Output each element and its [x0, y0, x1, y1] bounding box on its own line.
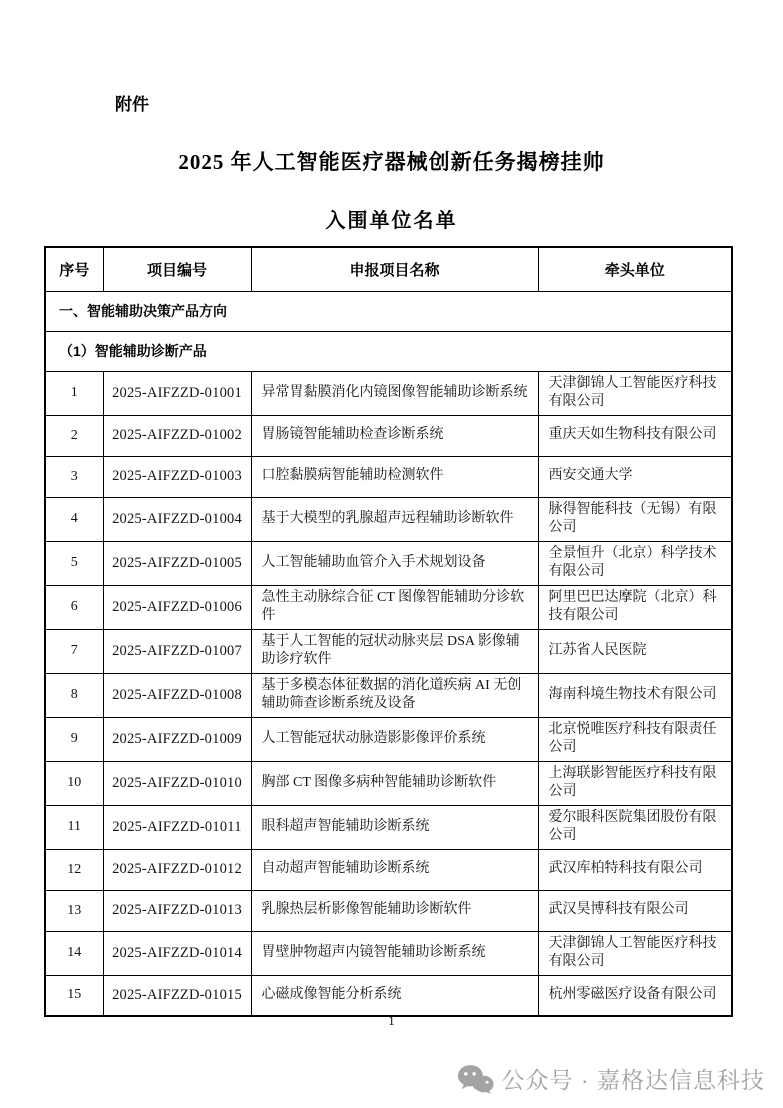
row-index-cell: 3 — [45, 456, 103, 497]
project-name-cell: 人工智能冠状动脉造影影像评价系统 — [251, 717, 538, 761]
row-index-cell: 1 — [45, 371, 103, 415]
project-name-cell: 乳腺热层析影像智能辅助诊断软件 — [251, 890, 538, 931]
project-name-cell: 胃壁肿物超声内镜智能辅助诊断系统 — [251, 931, 538, 975]
project-code-cell: 2025-AIFZZD-01007 — [103, 629, 251, 673]
lead-unit-cell: 海南科境生物技术有限公司 — [538, 673, 732, 717]
project-code-cell: 2025-AIFZZD-01001 — [103, 371, 251, 415]
column-header-lead-unit: 牵头单位 — [538, 247, 732, 291]
subsection-row — [45, 331, 732, 371]
lead-unit-cell: 爱尔眼科医院集团股份有限公司 — [538, 805, 732, 849]
project-code-cell: 2025-AIFZZD-01003 — [103, 456, 251, 497]
lead-unit-cell: 天津御锦人工智能医疗科技有限公司 — [538, 931, 732, 975]
row-index-cell: 14 — [45, 931, 103, 975]
page-number: 1 — [388, 1013, 395, 1028]
column-header-project-name: 申报项目名称 — [251, 247, 538, 291]
table-row — [45, 673, 732, 717]
project-code-cell: 2025-AIFZZD-01005 — [103, 541, 251, 585]
project-name-cell: 自动超声智能辅助诊断系统 — [251, 849, 538, 890]
lead-unit-cell: 杭州零磁医疗设备有限公司 — [538, 975, 732, 1016]
project-name-cell: 胃肠镜智能辅助检查诊断系统 — [251, 415, 538, 456]
section-label: 一、智能辅助决策产品方向 — [45, 291, 732, 331]
project-code-cell: 2025-AIFZZD-01010 — [103, 761, 251, 805]
table-row — [45, 585, 732, 629]
table-row — [45, 415, 732, 456]
project-code-cell: 2025-AIFZZD-01012 — [103, 849, 251, 890]
table-row — [45, 456, 732, 497]
project-code-cell: 2025-AIFZZD-01011 — [103, 805, 251, 849]
table-row — [45, 805, 732, 849]
project-name-cell: 心磁成像智能分析系统 — [251, 975, 538, 1016]
project-code-cell: 2025-AIFZZD-01002 — [103, 415, 251, 456]
document-title: 2025 年人工智能医疗器械创新任务揭榜挂帅 — [178, 150, 605, 174]
lead-unit-cell: 全景恒升（北京）科学技术有限公司 — [538, 541, 732, 585]
project-code-cell: 2025-AIFZZD-01004 — [103, 497, 251, 541]
project-code-cell: 2025-AIFZZD-01008 — [103, 673, 251, 717]
table-row — [45, 761, 732, 805]
wechat-icon — [457, 1064, 494, 1094]
project-code-cell: 2025-AIFZZD-01006 — [103, 585, 251, 629]
row-index-cell: 9 — [45, 717, 103, 761]
row-index-cell: 13 — [45, 890, 103, 931]
table-row — [45, 890, 732, 931]
watermark — [457, 1062, 765, 1095]
lead-unit-cell: 武汉昊博科技有限公司 — [538, 890, 732, 931]
project-code-cell: 2025-AIFZZD-01014 — [103, 931, 251, 975]
lead-unit-cell: 天津御锦人工智能医疗科技有限公司 — [538, 371, 732, 415]
lead-unit-cell: 脉得智能科技（无锡）有限公司 — [538, 497, 732, 541]
project-name-cell: 基于多模态体征数据的消化道疾病 AI 无创辅助筛查诊断系统及设备 — [251, 673, 538, 717]
project-name-cell: 人工智能辅助血管介入手术规划设备 — [251, 541, 538, 585]
row-index-cell: 7 — [45, 629, 103, 673]
document-subtitle: 入围单位名单 — [325, 210, 458, 232]
project-name-cell: 急性主动脉综合征 CT 图像智能辅助分诊软件 — [251, 585, 538, 629]
column-header-index: 序号 — [45, 247, 103, 291]
project-name-cell: 胸部 CT 图像多病种智能辅助诊断软件 — [251, 761, 538, 805]
table-row — [45, 849, 732, 890]
table-row — [45, 975, 732, 1016]
table-row — [45, 497, 732, 541]
row-index-cell: 4 — [45, 497, 103, 541]
table-row — [45, 931, 732, 975]
attachment-label: 附件 — [115, 95, 149, 114]
column-header-project-code: 项目编号 — [103, 247, 251, 291]
project-name-cell: 基于人工智能的冠状动脉夹层 DSA 影像辅助诊疗软件 — [251, 629, 538, 673]
shortlist-table — [44, 246, 733, 1017]
section-row — [45, 291, 732, 331]
lead-unit-cell: 西安交通大学 — [538, 456, 732, 497]
table-row — [45, 629, 732, 673]
subsection-label: （1）智能辅助诊断产品 — [45, 331, 732, 371]
lead-unit-cell: 重庆天如生物科技有限公司 — [538, 415, 732, 456]
table-row — [45, 717, 732, 761]
row-index-cell: 10 — [45, 761, 103, 805]
project-code-cell: 2025-AIFZZD-01013 — [103, 890, 251, 931]
table-row — [45, 371, 732, 415]
row-index-cell: 12 — [45, 849, 103, 890]
row-index-cell: 2 — [45, 415, 103, 456]
lead-unit-cell: 阿里巴巴达摩院（北京）科技有限公司 — [538, 585, 732, 629]
project-name-cell: 眼科超声智能辅助诊断系统 — [251, 805, 538, 849]
project-name-cell: 异常胃黏膜消化内镜图像智能辅助诊断系统 — [251, 371, 538, 415]
row-index-cell: 6 — [45, 585, 103, 629]
project-name-cell: 基于大模型的乳腺超声远程辅助诊断软件 — [251, 497, 538, 541]
project-code-cell: 2025-AIFZZD-01009 — [103, 717, 251, 761]
table-header-row — [45, 247, 732, 291]
lead-unit-cell: 上海联影智能医疗科技有限公司 — [538, 761, 732, 805]
table-row — [45, 541, 732, 585]
lead-unit-cell: 北京悦唯医疗科技有限责任公司 — [538, 717, 732, 761]
project-name-cell: 口腔黏膜病智能辅助检测软件 — [251, 456, 538, 497]
row-index-cell: 8 — [45, 673, 103, 717]
row-index-cell: 5 — [45, 541, 103, 585]
lead-unit-cell: 江苏省人民医院 — [538, 629, 732, 673]
row-index-cell: 11 — [45, 805, 103, 849]
project-code-cell: 2025-AIFZZD-01015 — [103, 975, 251, 1016]
row-index-cell: 15 — [45, 975, 103, 1016]
lead-unit-cell: 武汉库柏特科技有限公司 — [538, 849, 732, 890]
watermark-text: 公众号 · 嘉格达信息科技 — [501, 1067, 765, 1093]
